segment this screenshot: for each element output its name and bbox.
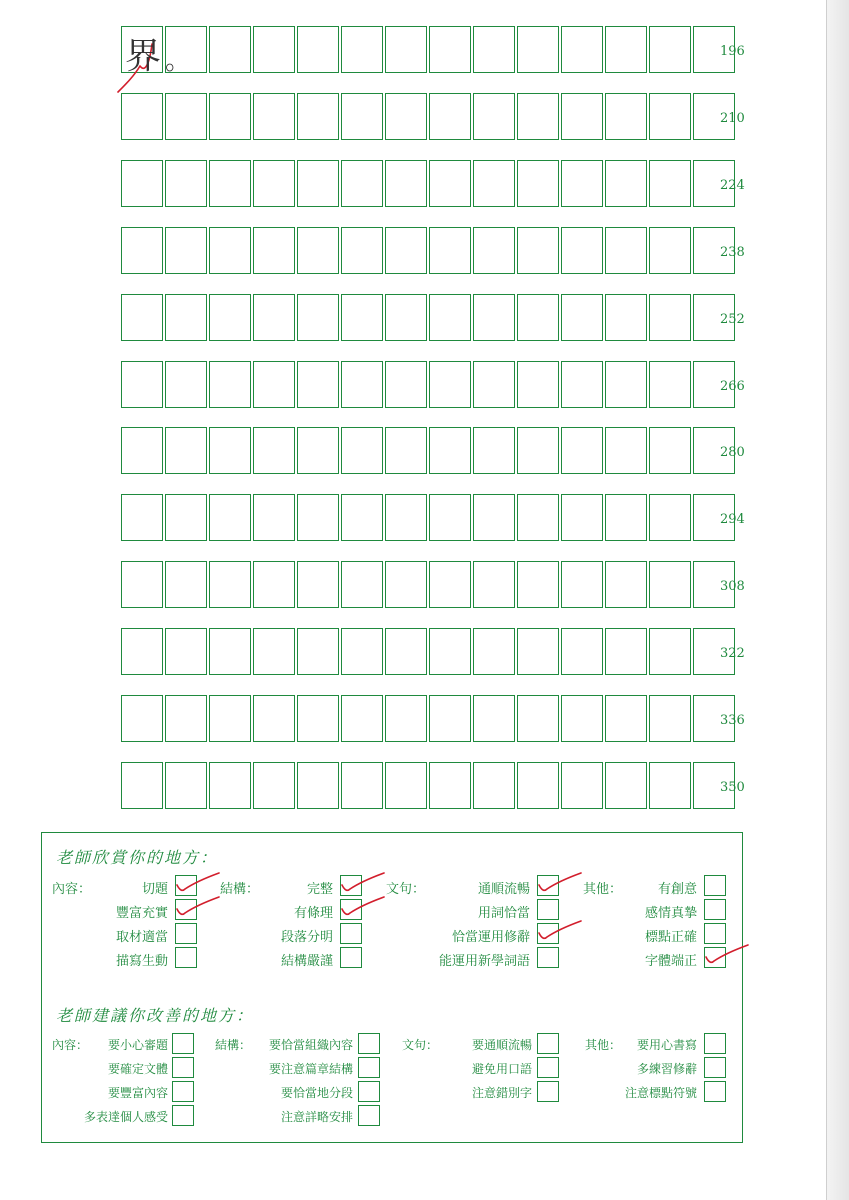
appreciation-item: 有創意 <box>657 882 697 897</box>
appreciation-checkbox[interactable] <box>704 899 726 920</box>
grid-cell <box>121 427 163 474</box>
grid-cell <box>561 561 603 608</box>
grid-cell <box>209 93 251 140</box>
grid-cell <box>121 160 163 207</box>
grid-cell <box>649 695 691 742</box>
grid-cell <box>341 427 383 474</box>
grid-cell <box>165 227 207 274</box>
grid-cell <box>605 93 647 140</box>
grid-cell <box>209 494 251 541</box>
row-count-label: 280 <box>720 445 745 460</box>
grid-cell <box>165 561 207 608</box>
grid-cell <box>649 294 691 341</box>
grid-cell <box>341 628 383 675</box>
suggestions-title: 老師建議你改善的地方： <box>56 1006 255 1025</box>
grid-cell <box>605 427 647 474</box>
grid-cell <box>561 361 603 408</box>
grid-cell <box>473 762 515 809</box>
grid-cell <box>297 227 339 274</box>
grid-row <box>121 227 737 274</box>
appreciation-item: 用詞恰當 <box>477 906 530 921</box>
grid-cell <box>473 227 515 274</box>
suggestion-checkbox[interactable] <box>358 1105 380 1126</box>
appreciation-item: 段落分明 <box>280 930 333 945</box>
grid-cell <box>385 695 427 742</box>
grid-cell <box>561 294 603 341</box>
appreciation-item: 字體端正 <box>644 954 697 969</box>
suggestion-checkbox[interactable] <box>537 1033 559 1054</box>
grid-cell <box>473 561 515 608</box>
grid-cell <box>209 695 251 742</box>
grid-cell <box>473 93 515 140</box>
grid-cell <box>297 26 339 73</box>
appreciation-checkbox[interactable] <box>537 875 559 896</box>
grid-cell <box>341 227 383 274</box>
grid-cell <box>209 227 251 274</box>
appreciation-checkbox[interactable] <box>537 899 559 920</box>
grid-cell <box>561 26 603 73</box>
grid-cell <box>297 294 339 341</box>
grid-row <box>121 427 737 474</box>
grid-cell <box>121 93 163 140</box>
grid-cell <box>165 762 207 809</box>
grid-cell <box>473 160 515 207</box>
grid-cell <box>517 227 559 274</box>
grid-cell <box>165 93 207 140</box>
grid-cell <box>209 294 251 341</box>
grid-row <box>121 628 737 675</box>
grid-cell <box>649 628 691 675</box>
appreciation-checkbox[interactable] <box>704 947 726 968</box>
grid-cell <box>165 427 207 474</box>
grid-cell <box>165 294 207 341</box>
grid-row <box>121 294 737 341</box>
appreciation-checkbox[interactable] <box>537 947 559 968</box>
appreciation-item: 感情真摯 <box>644 906 697 921</box>
grid-cell <box>517 26 559 73</box>
suggestion-item: 要通順流暢 <box>471 1038 532 1052</box>
grid-cell <box>517 628 559 675</box>
grid-cell <box>605 227 647 274</box>
grid-cell <box>121 695 163 742</box>
row-count-label: 210 <box>720 111 745 126</box>
grid-row <box>121 361 737 408</box>
grid-cell <box>253 361 295 408</box>
suggestion-item: 要恰當組織內容 <box>268 1038 353 1052</box>
appreciation-checkbox[interactable] <box>175 899 197 920</box>
grid-cell <box>385 628 427 675</box>
grid-cell <box>649 494 691 541</box>
appreciation-checkbox[interactable] <box>537 923 559 944</box>
appreciation-checkbox[interactable] <box>175 947 197 968</box>
row-count-label: 266 <box>720 379 745 394</box>
suggestion-checkbox[interactable] <box>537 1081 559 1102</box>
grid-cell <box>649 227 691 274</box>
appreciation-heading: 其他： <box>583 882 623 897</box>
grid-cell <box>209 26 251 73</box>
grid-cell <box>341 561 383 608</box>
grid-cell <box>473 494 515 541</box>
grid-cell <box>561 93 603 140</box>
grid-cell <box>517 561 559 608</box>
grid-cell <box>473 361 515 408</box>
grid-cell <box>429 26 471 73</box>
grid-cell <box>561 227 603 274</box>
grid-cell <box>429 762 471 809</box>
suggestion-checkbox[interactable] <box>358 1081 380 1102</box>
grid-cell <box>429 628 471 675</box>
grid-cell <box>517 93 559 140</box>
appreciation-checkbox[interactable] <box>340 947 362 968</box>
grid-cell <box>517 361 559 408</box>
grid-cell <box>253 762 295 809</box>
grid-cell <box>605 695 647 742</box>
appreciation-checkbox[interactable] <box>340 899 362 920</box>
row-count-label: 196 <box>720 44 745 59</box>
suggestion-checkbox[interactable] <box>358 1057 380 1078</box>
grid-cell <box>341 494 383 541</box>
grid-cell <box>517 294 559 341</box>
suggestion-checkbox[interactable] <box>704 1057 726 1078</box>
grid-cell <box>209 561 251 608</box>
appreciation-item: 切題 <box>141 882 168 897</box>
grid-cell <box>385 227 427 274</box>
grid-cell <box>341 294 383 341</box>
grid-cell <box>605 26 647 73</box>
appreciation-item: 結構嚴謹 <box>280 954 333 969</box>
grid-cell <box>121 227 163 274</box>
grid-cell <box>297 93 339 140</box>
grid-cell <box>649 561 691 608</box>
grid-cell <box>517 160 559 207</box>
appreciation-item: 取材適當 <box>115 930 168 945</box>
suggestion-item: 要恰當地分段 <box>280 1086 353 1100</box>
grid-cell <box>385 26 427 73</box>
grid-cell <box>385 361 427 408</box>
suggestion-item: 注意標點符號 <box>624 1086 697 1100</box>
grid-cell <box>385 160 427 207</box>
suggestion-checkbox[interactable] <box>537 1057 559 1078</box>
handwritten-char: 界 <box>125 36 162 77</box>
grid-cell <box>209 427 251 474</box>
suggestion-item: 注意錯別字 <box>471 1086 532 1100</box>
grid-cell <box>429 361 471 408</box>
grid-row <box>121 695 737 742</box>
appreciation-checkbox[interactable] <box>175 875 197 896</box>
grid-cell <box>605 361 647 408</box>
appreciation-item: 有條理 <box>293 906 333 921</box>
grid-cell <box>473 427 515 474</box>
grid-cell <box>121 361 163 408</box>
grid-cell <box>341 361 383 408</box>
grid-cell <box>297 160 339 207</box>
grid-cell <box>165 494 207 541</box>
suggestion-checkbox[interactable] <box>704 1033 726 1054</box>
row-count-label: 308 <box>720 579 745 594</box>
grid-cell <box>121 494 163 541</box>
grid-cell <box>517 762 559 809</box>
grid-cell <box>253 494 295 541</box>
row-count-label: 238 <box>720 245 745 260</box>
grid-cell <box>429 561 471 608</box>
grid-cell <box>649 427 691 474</box>
suggestion-checkbox[interactable] <box>172 1081 194 1102</box>
grid-cell <box>121 294 163 341</box>
grid-cell <box>561 762 603 809</box>
grid-cell <box>561 494 603 541</box>
grid-cell <box>209 762 251 809</box>
grid-row <box>121 93 737 140</box>
grid-cell <box>561 160 603 207</box>
grid-cell <box>253 695 295 742</box>
grid-cell <box>561 427 603 474</box>
appreciation-heading: 結構： <box>220 882 260 897</box>
grid-cell <box>165 361 207 408</box>
grid-cell <box>209 361 251 408</box>
grid-cell <box>385 427 427 474</box>
suggestion-heading: 內容： <box>52 1038 89 1052</box>
appreciation-item: 標點正確 <box>644 930 697 945</box>
grid-cell <box>429 427 471 474</box>
grid-cell <box>649 160 691 207</box>
grid-cell <box>253 26 295 73</box>
grid-cell <box>253 561 295 608</box>
grid-cell <box>297 695 339 742</box>
grid-row <box>121 762 737 809</box>
appreciation-checkbox[interactable] <box>340 923 362 944</box>
grid-cell <box>473 695 515 742</box>
grid-cell <box>253 93 295 140</box>
grid-cell <box>385 294 427 341</box>
grid-cell <box>341 93 383 140</box>
grid-cell <box>165 695 207 742</box>
suggestion-item: 要確定文體 <box>107 1062 168 1076</box>
suggestion-heading: 文句： <box>402 1038 439 1052</box>
grid-cell <box>297 628 339 675</box>
appreciation-checkbox[interactable] <box>704 923 726 944</box>
suggestion-checkbox[interactable] <box>172 1057 194 1078</box>
grid-cell <box>605 628 647 675</box>
row-count-label: 224 <box>720 178 745 193</box>
suggestion-item: 要注意篇章結構 <box>268 1062 353 1076</box>
grid-cell <box>209 160 251 207</box>
grid-cell <box>385 762 427 809</box>
grid-cell <box>473 628 515 675</box>
grid-cell <box>253 628 295 675</box>
grid-cell <box>165 628 207 675</box>
appreciation-title: 老師欣賞你的地方： <box>56 848 219 867</box>
row-count-label: 252 <box>720 312 745 327</box>
suggestion-item: 多表達個人感受 <box>83 1110 168 1124</box>
grid-cell <box>121 762 163 809</box>
grid-cell <box>605 494 647 541</box>
grid-cell <box>605 762 647 809</box>
row-count-label: 294 <box>720 512 745 527</box>
suggestion-item: 要用心書寫 <box>636 1038 697 1052</box>
suggestion-item: 要豐富內容 <box>107 1086 168 1100</box>
grid-cell <box>429 227 471 274</box>
grid-row <box>121 494 737 541</box>
suggestion-checkbox[interactable] <box>172 1105 194 1126</box>
grid-cell <box>297 762 339 809</box>
row-count-label: 350 <box>720 780 745 795</box>
grid-cell <box>429 93 471 140</box>
grid-cell <box>253 294 295 341</box>
grid-cell <box>649 26 691 73</box>
appreciation-item: 描寫生動 <box>115 954 168 969</box>
grid-cell <box>341 695 383 742</box>
suggestion-checkbox[interactable] <box>358 1033 380 1054</box>
grid-cell <box>605 294 647 341</box>
grid-cell <box>209 628 251 675</box>
row-count-label: 322 <box>720 646 745 661</box>
grid-cell <box>297 427 339 474</box>
grid-cell <box>605 561 647 608</box>
grid-cell <box>429 695 471 742</box>
appreciation-checkbox[interactable] <box>340 875 362 896</box>
suggestion-item: 注意詳略安排 <box>280 1110 353 1124</box>
appreciation-item: 能運用新學詞語 <box>438 954 530 969</box>
grid-cell <box>121 628 163 675</box>
appreciation-item: 豐富充實 <box>115 906 168 921</box>
grid-cell <box>429 160 471 207</box>
grid-cell <box>297 494 339 541</box>
suggestion-item: 避免用口語 <box>471 1062 532 1076</box>
grid-row <box>121 160 737 207</box>
page-edge <box>826 0 849 1200</box>
grid-cell <box>561 628 603 675</box>
row-count-label: 336 <box>720 713 745 728</box>
grid-cell <box>385 561 427 608</box>
suggestion-item: 多練習修辭 <box>636 1062 697 1076</box>
suggestion-checkbox[interactable] <box>172 1033 194 1054</box>
grid-row <box>121 561 737 608</box>
appreciation-item: 完整 <box>306 882 333 897</box>
grid-cell <box>561 695 603 742</box>
grid-cell <box>429 494 471 541</box>
grid-cell <box>341 26 383 73</box>
grid-cell <box>649 93 691 140</box>
grid-cell <box>341 160 383 207</box>
grid-cell <box>165 160 207 207</box>
grid-cell <box>473 26 515 73</box>
handwritten-char: 。 <box>165 46 192 76</box>
grid-cell <box>385 494 427 541</box>
grid-cell <box>429 294 471 341</box>
grid-cell <box>473 294 515 341</box>
grid-row <box>121 26 737 73</box>
suggestion-checkbox[interactable] <box>704 1081 726 1102</box>
appreciation-checkbox[interactable] <box>175 923 197 944</box>
grid-cell <box>605 160 647 207</box>
grid-cell <box>517 494 559 541</box>
grid-cell <box>253 227 295 274</box>
grid-cell <box>517 427 559 474</box>
grid-cell <box>121 561 163 608</box>
suggestion-item: 要小心審題 <box>107 1038 168 1052</box>
grid-cell <box>649 762 691 809</box>
grid-cell <box>297 561 339 608</box>
grid-cell <box>385 93 427 140</box>
grid-cell <box>517 695 559 742</box>
grid-cell <box>297 361 339 408</box>
appreciation-item: 通順流暢 <box>477 882 530 897</box>
appreciation-checkbox[interactable] <box>704 875 726 896</box>
grid-cell <box>253 160 295 207</box>
appreciation-item: 恰當運用修辭 <box>451 930 530 945</box>
grid-cell <box>253 427 295 474</box>
grid-cell <box>649 361 691 408</box>
grid-cell <box>341 762 383 809</box>
appreciation-heading: 內容： <box>52 882 92 897</box>
suggestion-heading: 結構： <box>215 1038 252 1052</box>
appreciation-heading: 文句： <box>386 882 426 897</box>
suggestion-heading: 其他： <box>585 1038 622 1052</box>
